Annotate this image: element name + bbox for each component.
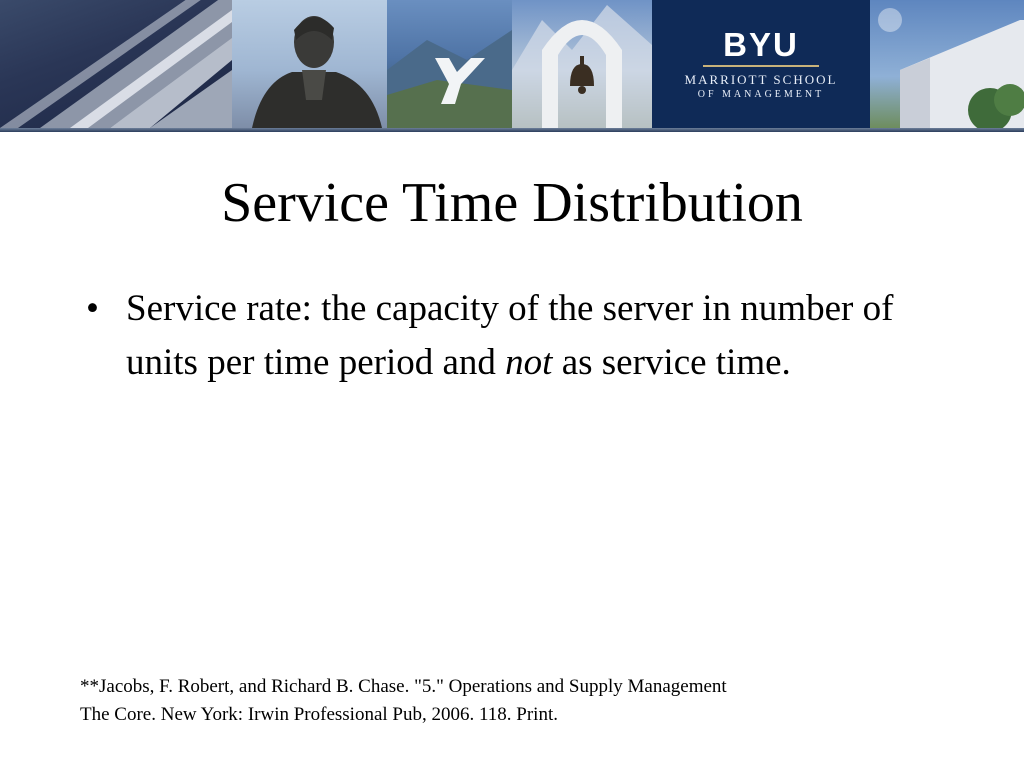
logo-rule bbox=[703, 65, 819, 67]
bell-arch-image bbox=[512, 0, 652, 128]
bullet-text-lead: Service rate: the capacity of the server in number of units per time period and bbox=[126, 288, 894, 383]
banner-photo-bell bbox=[512, 0, 652, 128]
citation-line-2: The Core. New York: Irwin Professional Pub, 2006. 118. Print. bbox=[80, 704, 558, 725]
header-banner bbox=[0, 0, 1024, 128]
citation-line-1: **Jacobs, F. Robert, and Richard B. Chase. "5." Operations and Supply Management bbox=[80, 676, 727, 697]
banner-photo-statue bbox=[232, 0, 387, 128]
bullet-item bbox=[86, 282, 926, 390]
banner-photo-mountain bbox=[387, 0, 512, 128]
statue-image bbox=[232, 0, 387, 128]
logo-school-subtitle: OF MANAGEMENT bbox=[697, 89, 825, 100]
building-facade-image bbox=[0, 0, 232, 128]
bullet-list bbox=[86, 282, 926, 390]
bullet-text-tail: as service time. bbox=[552, 342, 791, 383]
byu-wordmark: BYU bbox=[723, 26, 799, 63]
mountain-y-image bbox=[387, 0, 512, 128]
byu-marriott-logo bbox=[652, 0, 870, 128]
slide-title: Service Time Distribution bbox=[221, 172, 803, 234]
logo-school-name: MARRIOTT SCHOOL bbox=[684, 72, 838, 87]
bullet-marker: • bbox=[86, 288, 99, 329]
banner-divider bbox=[0, 128, 1024, 132]
citation bbox=[80, 673, 940, 729]
bullet-text-emphasis: not bbox=[505, 342, 553, 383]
banner-photo-tower bbox=[870, 0, 1024, 128]
banner-photo-building bbox=[0, 0, 232, 128]
tower-building-image bbox=[870, 0, 1024, 128]
